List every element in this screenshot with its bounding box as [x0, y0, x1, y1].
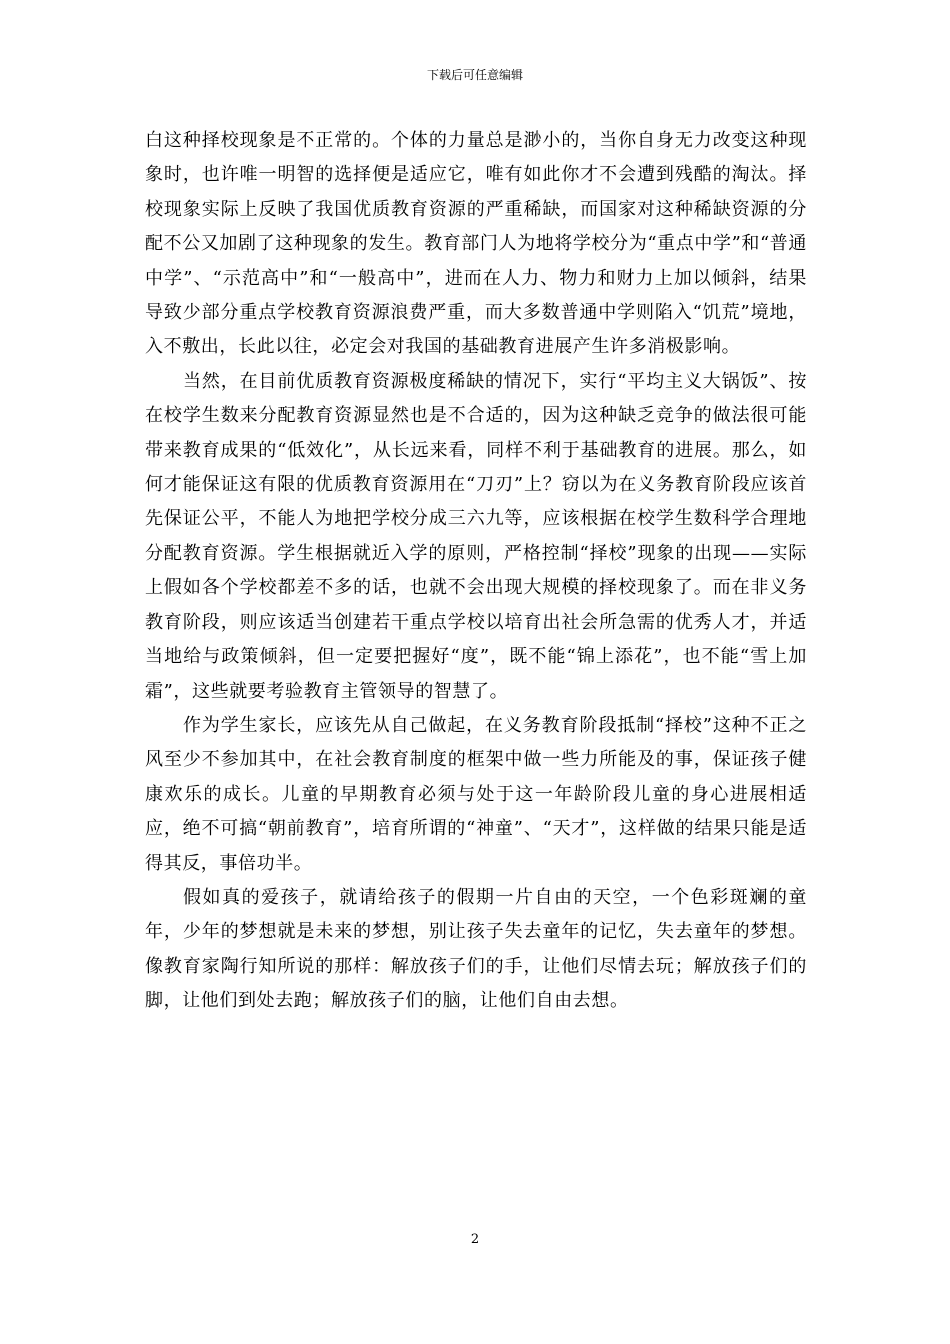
document-body [145, 124, 807, 1019]
paragraph-3: 作为学生家长，应该先从自己做起，在义务教育阶段抵制“择校”这种不正之风至少不参加其中，在社会教育制度的框架中做一些力所能及的事，保证孩子健康欢乐的成长。儿童的早期教育必须与处于这一年龄阶段儿童的身心进展相适应，绝不可搞“朝前教育”，培育所谓的“神童”、“天才”，这样做的结果只能是适得其反，事倍功半。 [145, 714, 807, 874]
paragraph-4: 假如真的爱孩子，就请给孩子的假期一片自由的天空，一个色彩斑斓的童年，少年的梦想就是未来的梦想，别让孩子失去童年的记忆，失去童年的梦想。像教育家陶行知所说的那样：解放孩子们的手，让他们尽情去玩；解放孩子们的脚，让他们到处去跑；解放孩子们的脑，让他们自由去想。 [145, 886, 807, 1012]
paragraph-1: 白这种择校现象是不正常的。个体的力量总是渺小的，当你自身无力改变这种现象时，也许唯一明智的选择便是适应它，唯有如此你才不会遭到残酷的淘汰。择校现象实际上反映了我国优质教育资源的严重稀缺，而国家对这种稀缺资源的分配不公又加剧了这种现象的发生。教育部门人为地将学校分为“重点中学”和“普通中学”、“示范高中”和“一般高中”，进而在人力、物力和财力上加以倾斜，结果导致少部分重点学校教育资源浪费严重，而大多数普通中学则陷入“饥荒”境地，入不敷出，长此以往，必定会对我国的基础教育进展产生许多消极影响。 [145, 130, 807, 358]
page-number: 2 [470, 1232, 480, 1247]
paragraph-2: 当然，在目前优质教育资源极度稀缺的情况下，实行“平均主义大锅饭”、按在校学生数来分配教育资源显然也是不合适的，因为这种缺乏竞争的做法很可能带来教育成果的“低效化”，从长远来看，同样不利于基础教育的进展。那么，如何才能保证这有限的优质教育资源用在“刀刃”上？窃以为在义务教育阶段应该首先保证公平，不能人为地把学校分成三六九等，应该根据在校学生数科学合理地分配教育资源。学生根据就近入学的原则，严格控制“择校”现象的出现——实际上假如各个学校都差不多的话，也就不会出现大规模的择校现象了。而在非义务教育阶段，则应该适当创建若干重点学校以培育出社会所急需的优秀人才，并适当地给与政策倾斜，但一定要把握好“度”，既不能“锦上添花”，也不能“雪上加霜”，这些就要考验教育主管领导的智慧了。 [145, 370, 807, 702]
page-header: 下载后可任意编辑 [426, 68, 523, 82]
